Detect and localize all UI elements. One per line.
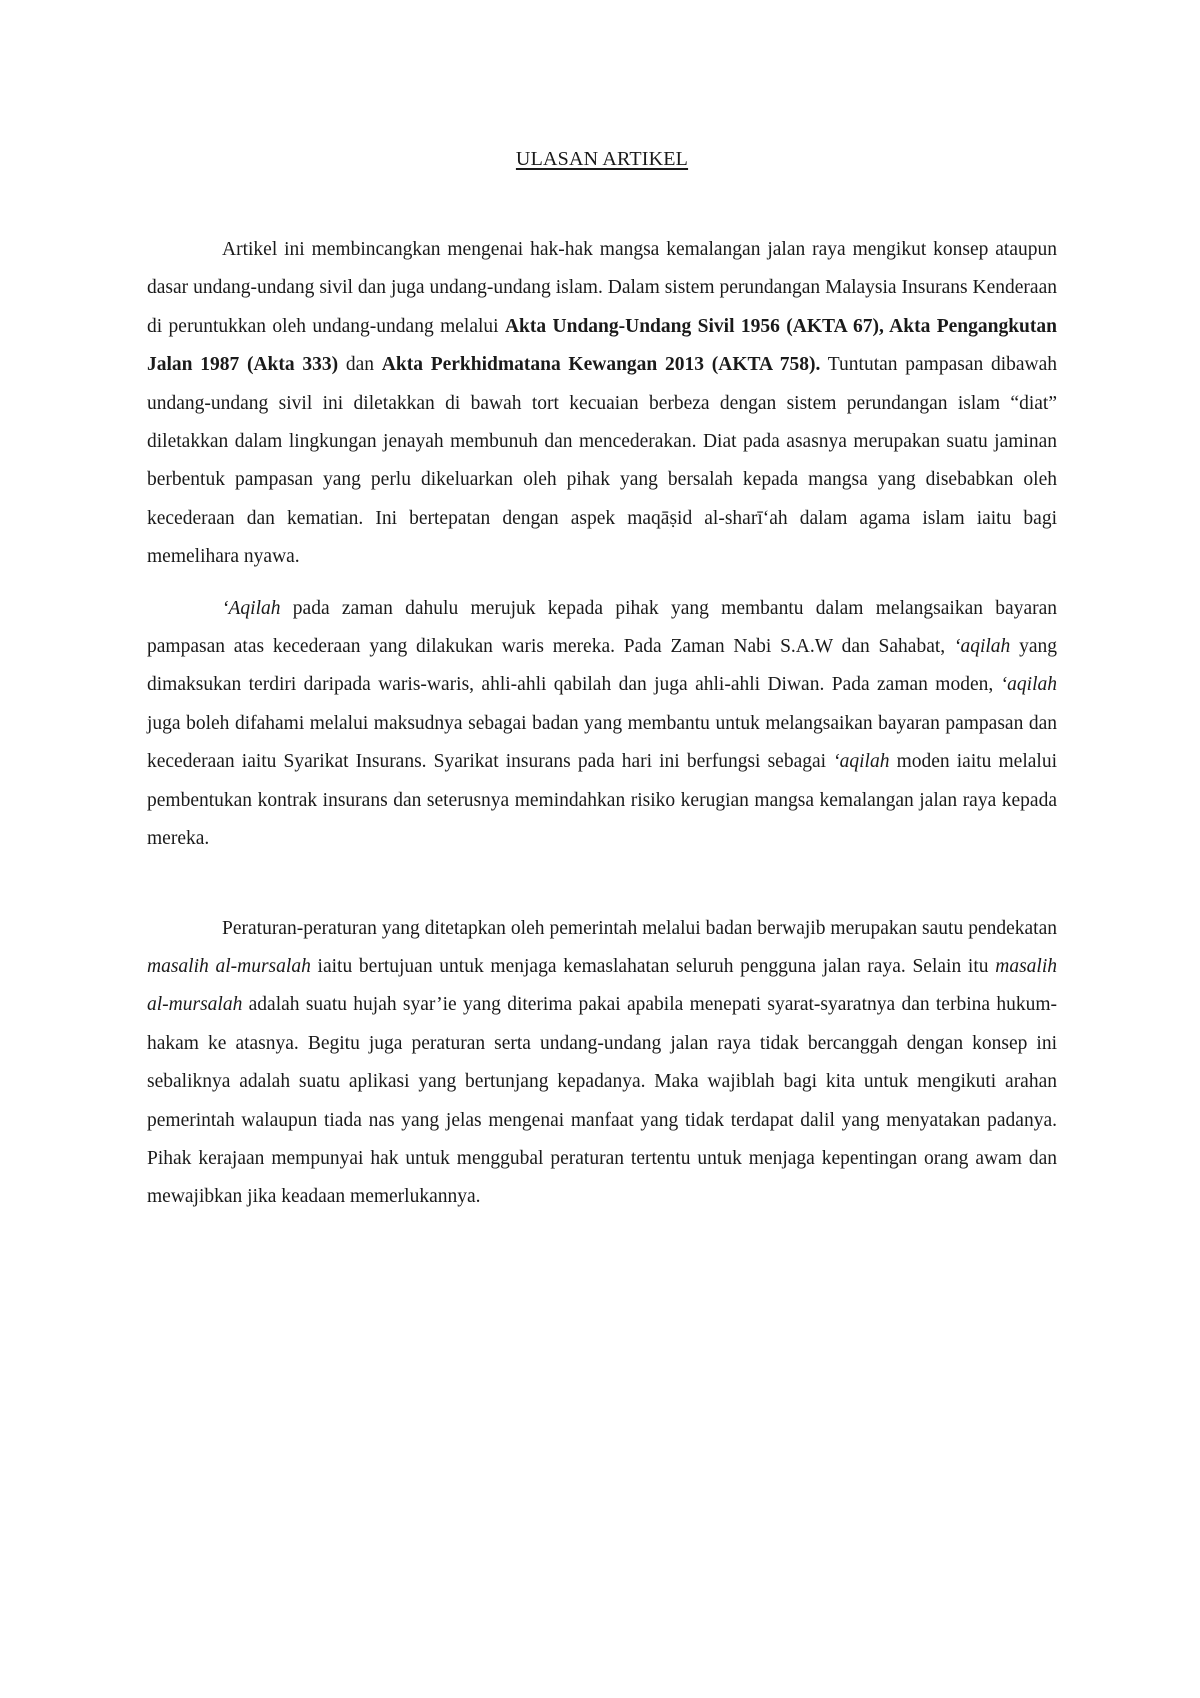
paragraph-2-text-2: yang dimaksukan terdiri daripada waris-waris, ahli-ahli qabilah dan juga ahli-ahli Diwan. Pada zaman moden,: [147, 636, 1057, 696]
paragraph-1-bold-acts: Akta Undang-Undang Sivil 1956 (AKTA 67), Akta Pengangkutan Jalan 1987 (Akta 333): [147, 315, 1057, 376]
paragraph-2-text-1: pada zaman dahulu merujuk kepada pihak yang membantu dalam melangsaikan bayaran pampasan atas kecederaan yang dilakukan waris mereka. Pada Zaman Nabi S.A.W dan Sahabat,: [147, 597, 1057, 658]
paragraph-1-text-3: Tuntutan pampasan dibawah undang-undang sivil ini diletakkan di bawah tort kecuaian berbeza dengan sistem perundangan islam “diat” diletakkan dalam lingkungan jenayah membunuh dan mencederakan. Diat pada asasnya merupakan suatu jaminan berbentuk pampasan yang perlu dikeluarkan oleh pihak yang bersalah kepada mangsa yang disebabkan oleh kecederaan dan kematian. Ini bertepatan dengan aspek maqāṣid al-sharī‘ah dalam agama islam iaitu bagi memelihara nyawa.: [147, 354, 1058, 568]
paragraph-3: [147, 910, 1057, 1217]
paragraph-3-italic-2: masalih al-mursalah: [147, 955, 1057, 1016]
document-title: ULASAN ARTIKEL: [515, 148, 689, 170]
paragraph-3-text-3: adalah suatu hujah syar’ie yang diterima pakai apabila menepati syarat-syaratnya dan terbina hukum-hakam ke atasnya. Begitu juga peraturan serta undang-undang jalan raya tidak bercanggah dengan konsep ini sebaliknya adalah suatu aplikasi yang bertunjang kepadanya. Maka wajiblah bagi kita untuk mengikuti arahan pemerintah walaupun tiada nas yang jelas mengenai manfaat yang tidak terdapat dalil yang menyatakan padanya. Pihak kerajaan mempunyai hak untuk menggubal peraturan tertentu untuk menjaga kepentingan orang awam dan mewajibkan jika keadaan memerlukannya.: [147, 994, 1057, 1208]
paragraph-1: [147, 231, 1057, 577]
paragraph-2: [147, 590, 1057, 859]
paragraph-1-text-2: dan: [338, 354, 382, 376]
paragraph-3-italic-1: masalih al-mursalah: [147, 955, 311, 977]
document-body: [147, 231, 1057, 1217]
paragraph-2-text-3: juga boleh difahami melalui maksudnya sebagai badan yang membantu untuk melangsaikan bayaran pampasan dan kecederaan iaitu Syarikat Insurans. Syarikat insurans pada hari ini berfungsi sebagai: [147, 712, 1057, 773]
paragraph-1-bold-act-758: Akta Perkhidmatana Kewangan 2013 (AKTA 758).: [381, 354, 821, 376]
paragraph-2-italic-4: ‘aqilah: [833, 751, 890, 773]
paragraph-3-text-2: iaitu bertujuan untuk menjaga kemaslahatan seluruh pengguna jalan raya. Selain itu: [310, 955, 996, 977]
paragraph-2-italic-3: ‘aqilah: [1000, 674, 1057, 696]
paragraph-2-text-4: moden iaitu melalui pembentukan kontrak insurans dan seterusnya memindahkan risiko kerugian mangsa kemalangan jalan raya kepada mereka.: [147, 751, 1057, 850]
paragraph-3-text-1: Peraturan-peraturan yang ditetapkan oleh pemerintah melalui badan berwajib merupakan sautu pendekatan: [222, 917, 1057, 939]
paragraph-1-text-1: Artikel ini membincangkan mengenai hak-hak mangsa kemalangan jalan raya mengikut konsep ataupun dasar undang-undang sivil dan juga undang-undang islam. Dalam sistem perundangan Malaysia Insurans Kenderaan di peruntukkan oleh undang-undang melalui: [147, 239, 1057, 337]
paragraph-2-italic-1: ‘Aqilah: [222, 597, 281, 619]
paragraph-2-italic-2: ‘aqilah: [953, 636, 1011, 658]
